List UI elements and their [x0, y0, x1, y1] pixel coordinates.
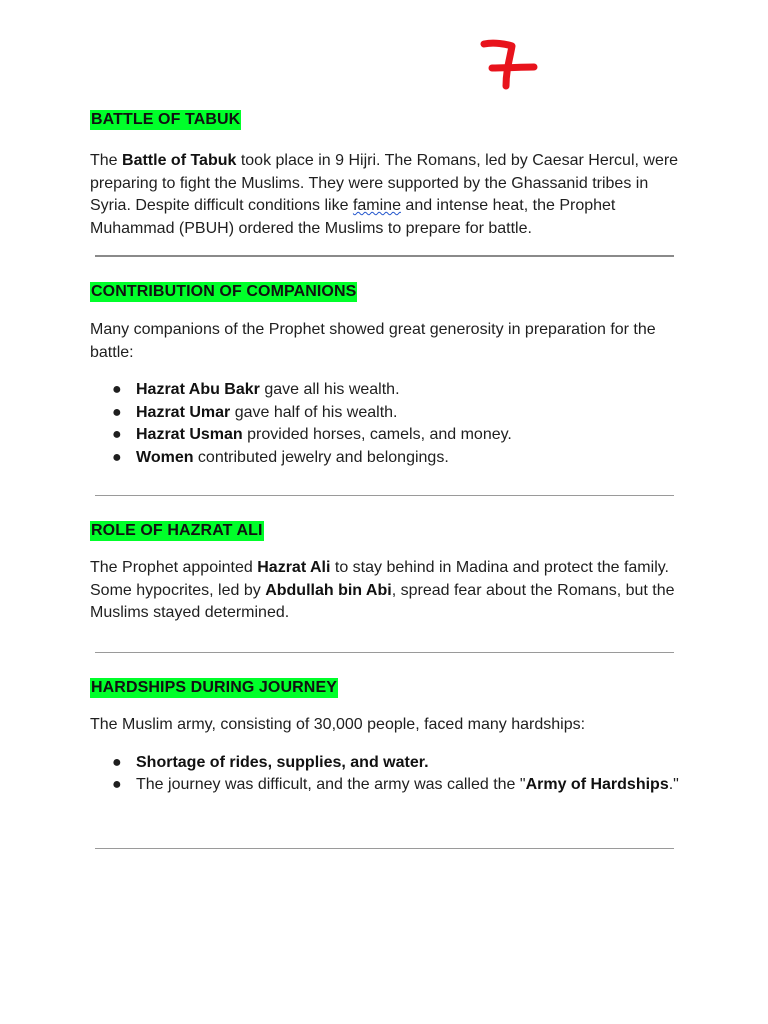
bold-text: Shortage of rides, supplies, and water. [136, 753, 429, 771]
bold-text: Women [136, 448, 194, 466]
text: and intense heat, the Prophet Muhammad (PBUH) ordered the Muslims to prepare for battle. [90, 197, 616, 237]
text: ." [668, 776, 679, 793]
bold-text: Hazrat Ali [257, 559, 331, 576]
list-item [90, 774, 680, 797]
bold-text: Hazrat Umar [136, 403, 231, 421]
list-item [90, 379, 680, 402]
bullet-icon: ● [112, 381, 122, 398]
text: to stay behind in Madina and protect the family. Some hypocrites, led by [90, 559, 669, 599]
text: The [90, 152, 123, 169]
bullet-icon: ● [112, 448, 122, 466]
section-role-of-hazrat-ali [90, 521, 680, 625]
paragraph [90, 150, 680, 240]
bold-text: Abdullah bin Abi [265, 581, 392, 599]
bold-text: Hazrat Abu Bakr [136, 381, 260, 398]
bold-text: Army of Hardships [525, 776, 669, 793]
section-contribution-of-companions [90, 282, 680, 469]
bullet-list [90, 752, 680, 797]
section-heading: CONTRIBUTION OF COMPANIONS [91, 283, 357, 300]
section-heading: BATTLE OF TABUK [91, 111, 241, 128]
text: , spread fear about the Romans, but the Muslims stayed determined. [90, 581, 675, 621]
text: provided horses, camels, and money. [242, 426, 512, 443]
section-heading: ROLE OF HAZRAT ALI [91, 522, 263, 539]
text: took place in 9 Hijri. The Romans, led by Caesar Hercul, were preparing to fight the Muslims. They were supported by the Ghassanid tribes in Syria. Despite difficult conditions like [90, 152, 679, 214]
bullet-icon: ● [112, 776, 122, 793]
list-item [90, 424, 680, 447]
section-hardships-during-journey [90, 678, 680, 797]
text: gave half of his wealth. [230, 403, 398, 421]
bullet-icon: ● [112, 753, 122, 771]
horizontal-rule [95, 255, 674, 257]
bullet-list [90, 379, 680, 469]
bullet-icon: ● [112, 426, 122, 443]
horizontal-rule [95, 495, 674, 496]
list-item [90, 402, 680, 425]
section-heading: HARDSHIPS DURING JOURNEY [91, 679, 337, 696]
section-battle-of-tabuk [90, 110, 680, 240]
text: gave all his wealth. [259, 381, 400, 398]
bold-text: Battle of Tabuk [122, 152, 237, 169]
list-item [90, 752, 680, 775]
text: The Prophet appointed [90, 559, 258, 576]
red-seven-mark-icon [476, 36, 542, 94]
bold-text: Hazrat Usman [136, 426, 243, 443]
paragraph [90, 557, 680, 625]
paragraph: Many companions of the Prophet showed great generosity in preparation for the battle: [90, 321, 656, 361]
text: The journey was difficult, and the army was called the " [136, 776, 526, 793]
bullet-icon: ● [112, 403, 122, 421]
list-item [90, 447, 680, 470]
paragraph: The Muslim army, consisting of 30,000 people, faced many hardships: [90, 716, 586, 733]
horizontal-rule [95, 848, 674, 849]
text: contributed jewelry and belongings. [193, 448, 449, 466]
spellcheck-underlined-word[interactable]: famine [352, 197, 401, 214]
horizontal-rule [95, 652, 674, 653]
